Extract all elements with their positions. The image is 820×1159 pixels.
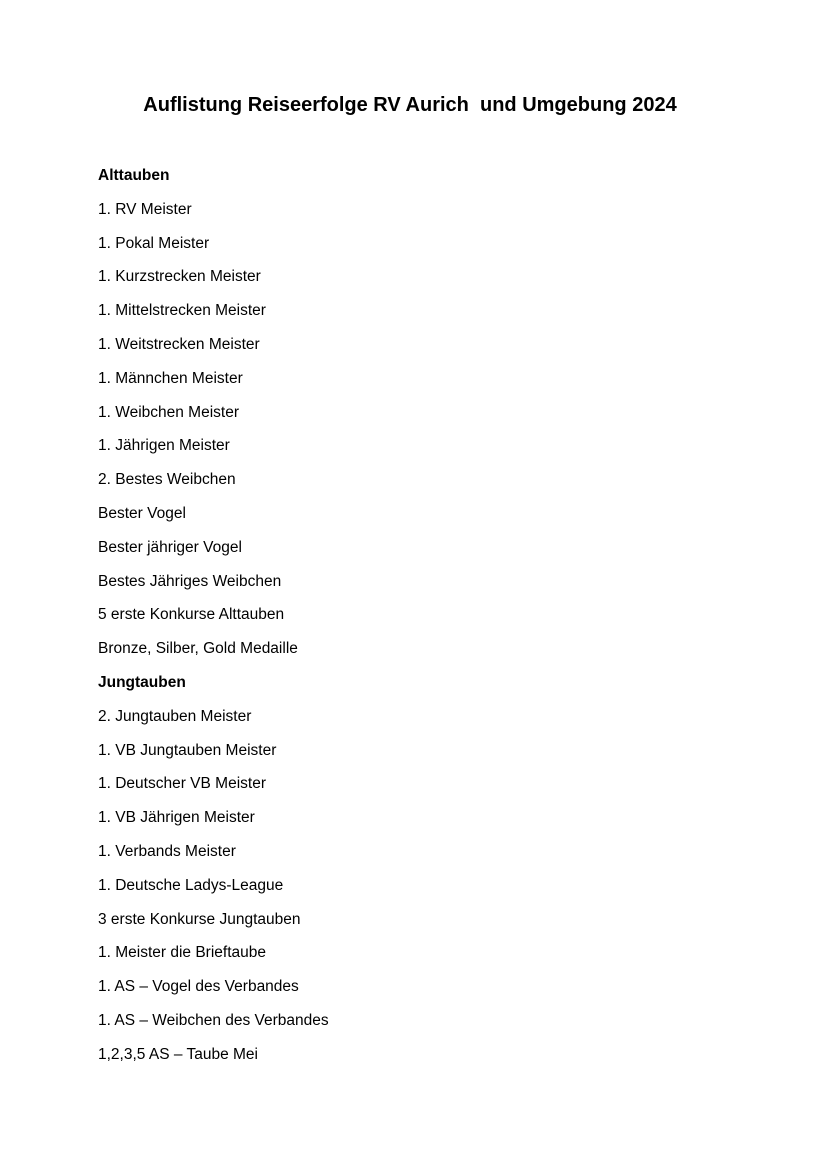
document-title: Auflistung Reiseerfolge RV Aurich und Umgebung 2024 bbox=[143, 94, 677, 116]
list-item: 1. Verbands Meister bbox=[98, 842, 236, 860]
list-item: Bester jähriger Vogel bbox=[98, 538, 242, 556]
list-item: 1. Männchen Meister bbox=[98, 369, 243, 387]
list-item: Bestes Jähriges Weibchen bbox=[98, 572, 282, 590]
list-item: 1. Weitstrecken Meister bbox=[98, 335, 260, 353]
list-item: 1. AS – Weibchen des Verbandes bbox=[98, 1011, 329, 1029]
list-item: 1. Meister die Brieftaube bbox=[98, 944, 267, 962]
list-item: 1. Pokal Meister bbox=[98, 234, 210, 252]
list-item: 1. Deutsche Ladys-League bbox=[98, 876, 284, 894]
list-item: 1. Jährigen Meister bbox=[98, 437, 230, 455]
list-item: 2. Bestes Weibchen bbox=[98, 471, 236, 489]
list-item: 1,2,3,5 AS – Taube Mei bbox=[98, 1045, 258, 1063]
list-item: 1. AS – Vogel des Verbandes bbox=[98, 978, 299, 996]
list-item: 1. VB Jährigen Meister bbox=[98, 809, 255, 827]
section-heading: Alttauben bbox=[98, 167, 170, 184]
list-item: Bester Vogel bbox=[98, 504, 186, 522]
section-heading: Jungtauben bbox=[98, 673, 186, 691]
list-item: 1. Kurzstrecken Meister bbox=[98, 268, 261, 286]
list-item: Bronze, Silber, Gold Medaille bbox=[98, 640, 298, 658]
list-item: 1. VB Jungtauben Meister bbox=[98, 741, 277, 759]
list-item: 5 erste Konkurse Alttauben bbox=[98, 606, 285, 624]
document-body bbox=[98, 166, 780, 1079]
list-item: 3 erste Konkurse Jungtauben bbox=[98, 910, 301, 928]
list-item: 2. Jungtauben Meister bbox=[98, 707, 252, 725]
list-item: 1. Deutscher VB Meister bbox=[98, 775, 266, 793]
list-item: 1. Mittelstrecken Meister bbox=[98, 302, 266, 320]
list-item: 1. Weibchen Meister bbox=[98, 403, 239, 421]
list-item: 1. RV Meister bbox=[98, 200, 192, 218]
